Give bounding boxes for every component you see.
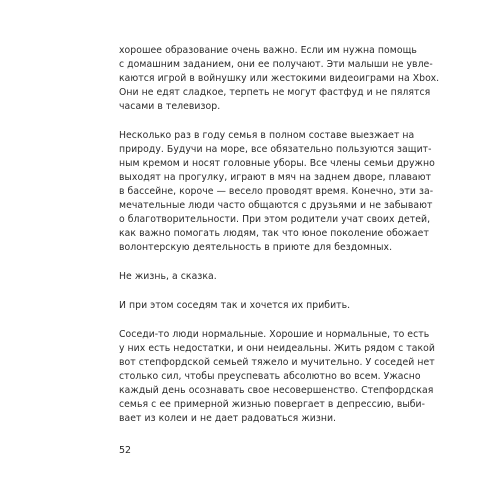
text-line: выходят на прогулку, играют в мяч на заднем дворе, плавают <box>119 172 432 183</box>
text-line: каждый день осознавать свое несовершенство. Степфордская <box>119 385 434 396</box>
text-line: с домашним заданием, они ее получают. Эти малыши не увле- <box>119 59 433 70</box>
paragraph-2 <box>119 129 435 255</box>
text-line: о благотворительности. При этом родители учат своих детей, <box>119 214 431 225</box>
text-line: вает из колеи и не дает радоваться жизни. <box>119 413 337 424</box>
text-line: Не жизнь, а сказка. <box>119 271 217 282</box>
text-line: мечательные люди часто общаются с друзьями и не забывают <box>119 200 433 211</box>
text-line: ным кремом и носят головные уборы. Все члены семьи дружно <box>119 158 435 169</box>
text-line: столько сил, чтобы преуспевать абсолютно во всем. Ужасно <box>119 371 421 382</box>
paragraph-5 <box>119 328 435 426</box>
text-line: хорошее образование очень важно. Если им нужна помощь <box>119 45 417 56</box>
text-line: каются игрой в войнушку или жестокими видеоиграми на Xbox. <box>119 73 440 84</box>
paragraph-4 <box>119 299 389 313</box>
text-line: природу. Будучи на море, все обязательно пользуются защит- <box>119 144 432 155</box>
text-line: часами в телевизор. <box>119 101 221 112</box>
text-line: Соседи-то люди нормальные. Хорошие и нормальные, то есть <box>119 329 430 340</box>
text-line: Они не едят сладкое, терпеть не могут фастфуд и не пялятся <box>119 87 431 98</box>
text-line: И при этом соседям так и хочется их прибить. <box>119 300 351 311</box>
paragraph-3 <box>119 270 389 284</box>
text-line: у них есть недостатки, и они неидеальны. Жить рядом с такой <box>119 343 435 354</box>
text-line: как важно помогать людям, так что юное поколение обожает <box>119 228 429 239</box>
body-text <box>119 44 440 441</box>
text-line: Несколько раз в году семья в полном составе выезжает на <box>119 130 415 141</box>
text-line: вот степфордской семьей тяжело и мучительно. У соседей нет <box>119 357 435 368</box>
text-line: семья с ее примерной жизнью повергает в депрессию, выби- <box>119 399 426 410</box>
page-number: 52 <box>119 445 132 456</box>
paragraph-1 <box>119 44 440 114</box>
text-line: волонтерскую деятельность в приюте для бездомных. <box>119 242 393 253</box>
text-line: в бассейне, короче — весело проводят время. Конечно, эти за- <box>119 186 434 197</box>
